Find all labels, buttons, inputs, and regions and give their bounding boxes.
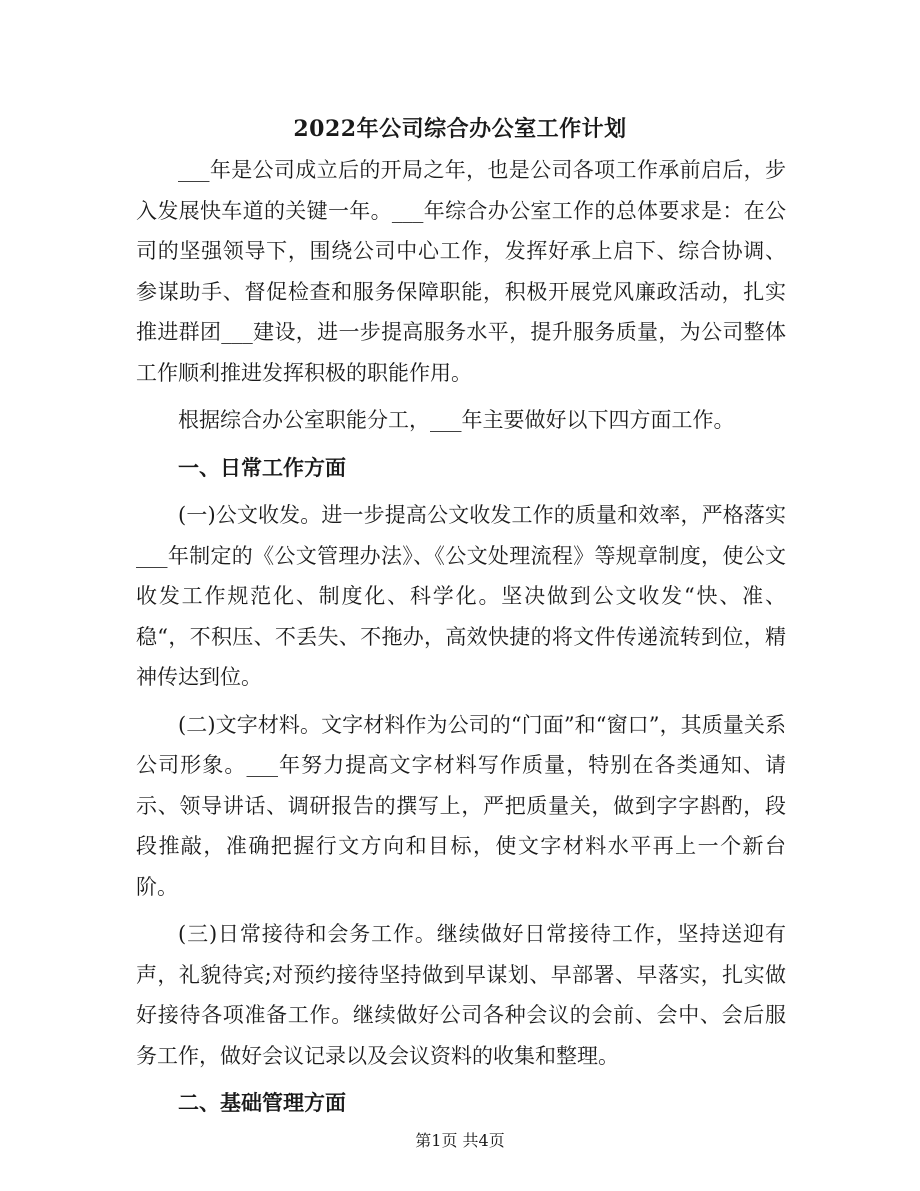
document-title: 2022年公司综合办公室工作计划 <box>293 116 627 142</box>
document-body <box>136 150 786 1131</box>
paragraph-reception-meetings: (三)日常接待和会务工作。继续做好日常接待工作，坚持送迎有声，礼貌待宾;对预约接待坚持做到早谋划、早部署、早落实，扎实做好接待各项准备工作。继续做好公司各种会议的会前、会中、会后服务工作，做好会议记录以及会议资料的收集和整理。 <box>136 922 786 1068</box>
section-heading-basic-management: 二、基础管理方面 <box>178 1090 346 1115</box>
paragraph-intro: ___年是公司成立后的开局之年，也是公司各项工作承前启后，步入发展快车道的关键一年。___年综合办公室工作的总体要求是：在公司的坚强领导下，围绕公司中心工作，发挥好承上启下、综合协调、参谋助手、督促检查和服务保障职能，积极开展党风廉政活动，扎实推进群团___建设，进一步提高服务水平，提升服务质量，为公司整体工作顺利推进发挥积极的职能作用。 <box>136 158 786 385</box>
paragraph-written-materials: (二)文字材料。文字材料作为公司的“门面”和“窗口”，其质量关系公司形象。___年努力提高文字材料写作质量，特别在各类通知、请示、领导讲话、调研报告的撰写上，严把质量关，做到字字斟酌，段段推敲，准确把握行文方向和目标，使文字材料水平再上一个新台阶。 <box>136 712 786 899</box>
paragraph-overview: 根据综合办公室职能分工，___年主要做好以下四方面工作。 <box>178 408 735 432</box>
page-number-footer: 第1页 共4页 <box>415 1131 505 1150</box>
section-heading-daily-work: 一、日常工作方面 <box>178 454 346 480</box>
paragraph-document-handling: (一)公文收发。进一步提高公文收发工作的质量和效率，严格落实___年制定的《公文管理办法》、《公文处理流程》等规章制度，使公文收发工作规范化、制度化、科学化。坚决做到公文收发“快、准、稳“，不积压、不丢失、不拖办，高效快捷的将文件传递流转到位，精神传达到位。 <box>136 503 786 689</box>
